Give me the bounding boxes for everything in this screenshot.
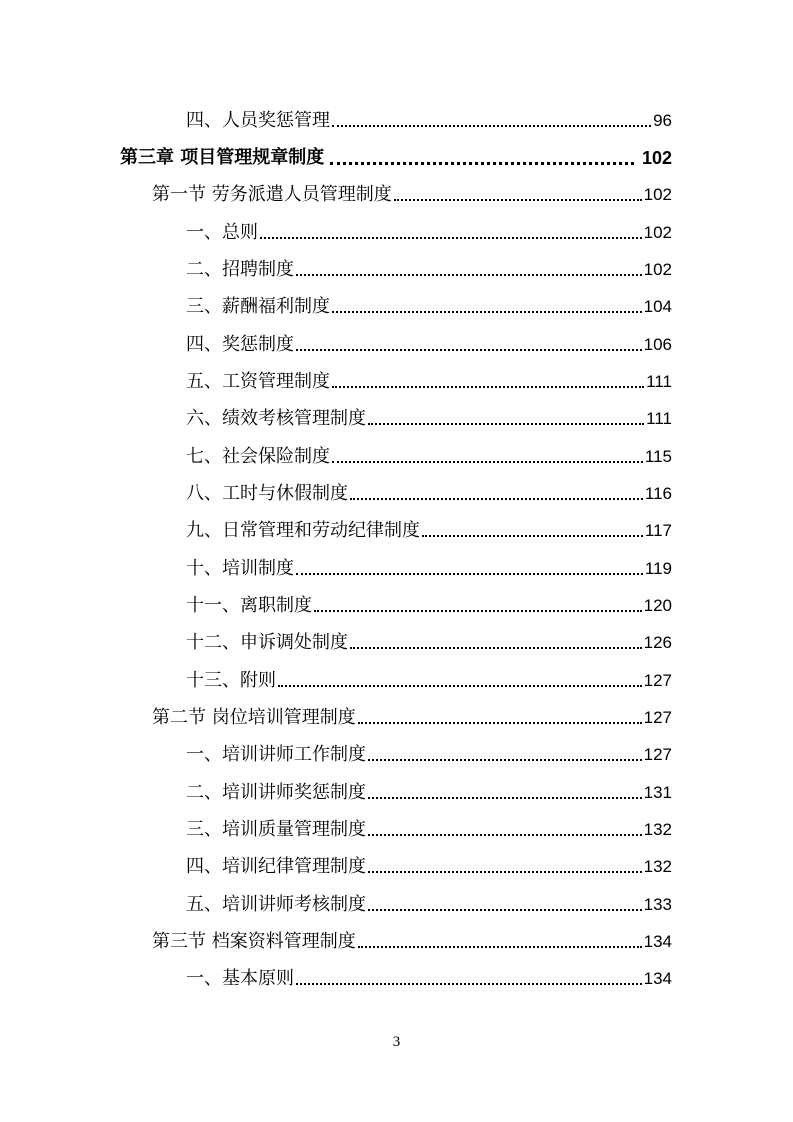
toc-dot-leader [368,871,642,873]
toc-entry-page: 102 [643,185,672,204]
toc-entry-page: 116 [644,484,672,503]
toc-dot-leader [358,946,642,948]
toc-entry-title: 一、培训讲师工作制度 [186,744,366,765]
toc-entry-title: 第三节 档案资料管理制度 [152,931,356,952]
toc-entry-page: 134 [643,932,672,951]
toc-dot-leader [368,834,642,836]
toc-dot-leader [350,498,643,500]
toc-entry[interactable] [186,964,672,990]
toc-dot-leader [332,125,651,127]
toc-entry-title: 四、人员奖惩管理 [186,110,330,131]
toc-entry[interactable] [186,218,672,244]
toc-entry-title: 五、工资管理制度 [186,371,330,392]
toc-entry[interactable] [186,516,672,542]
toc-entry[interactable] [186,106,672,132]
toc-entry[interactable] [186,852,672,878]
toc-entry-title: 六、绩效考核管理制度 [186,408,366,429]
toc-dot-leader [368,797,642,799]
toc-dot-leader [260,237,642,239]
toc-entry[interactable] [186,330,672,356]
toc-entry-title: 三、薪酬福利制度 [186,296,330,317]
toc-entry-title: 十二、申诉调处制度 [186,632,348,653]
toc-entry-title: 十一、离职制度 [186,595,312,616]
toc-entry-page: 111 [646,409,672,428]
toc-entry-page: 106 [643,335,672,354]
toc-dot-leader [368,909,642,911]
toc-dot-leader [296,983,642,985]
toc-entry-title: 八、工时与休假制度 [186,483,348,504]
toc-entry[interactable] [186,890,672,916]
toc-entry-page: 120 [643,596,672,615]
toc-entry-title: 第一节 劳务派遣人员管理制度 [152,184,392,205]
toc-entry-page: 111 [646,372,672,391]
toc-dot-leader [332,386,644,388]
toc-dot-leader [358,722,642,724]
toc-dot-leader [332,311,642,313]
toc-entry-title: 二、招聘制度 [186,259,294,280]
toc-entry-page: 127 [643,745,672,764]
toc-entry-page: 132 [643,857,672,876]
toc-entry[interactable] [186,778,672,804]
toc-dot-leader [422,535,643,537]
toc-entry-page: 127 [643,708,672,727]
toc-dot-leader [296,573,643,575]
toc-dot-leader [296,349,642,351]
toc-chapter-entry[interactable] [120,143,672,169]
toc-entry-page: 102 [641,148,672,168]
toc-dot-leader [330,162,634,165]
toc-entry[interactable] [186,367,672,393]
toc-entry-title: 一、基本原则 [186,968,294,989]
toc-entry-title: 三、培训质量管理制度 [186,819,366,840]
toc-entry-title: 第二节 岗位培训管理制度 [152,707,356,728]
toc-entry[interactable] [186,554,672,580]
page-number: 3 [392,1034,401,1050]
toc-entry-page: 119 [644,559,672,578]
toc-entry[interactable] [186,628,672,654]
toc-entry-title: 四、培训纪律管理制度 [186,856,366,877]
toc-entry-title: 七、社会保险制度 [186,446,330,467]
toc-entry-page: 133 [643,895,672,914]
toc-entry-page: 127 [643,671,672,690]
toc-dot-leader [296,274,642,276]
toc-dot-leader [314,610,642,612]
toc-entry-title: 十、培训制度 [186,558,294,579]
toc-entry-title: 五、培训讲师考核制度 [186,894,366,915]
toc-dot-leader [332,461,643,463]
toc-entry-page: 102 [643,260,672,279]
toc-entry-page: 132 [643,820,672,839]
toc-entry[interactable] [186,666,672,692]
toc-entry-title: 九、日常管理和劳动纪律制度 [186,520,420,541]
toc-entry-title: 十三、附则 [186,670,276,691]
toc-dot-leader [278,685,642,687]
toc-entry-page: 102 [643,223,672,242]
toc-entry-page: 104 [643,297,672,316]
toc-entry-title: 二、培训讲师奖惩制度 [186,782,366,803]
toc-entry-title: 四、奖惩制度 [186,334,294,355]
toc-entry[interactable] [186,442,672,468]
toc-dot-leader [368,759,642,761]
toc-entry-page: 117 [644,521,672,540]
toc-entry-page: 96 [653,111,672,130]
toc-section-entry[interactable] [152,703,672,729]
toc-entry[interactable] [186,292,672,318]
toc-entry[interactable] [186,255,672,281]
toc-section-entry[interactable] [152,927,672,953]
toc-entry[interactable] [186,404,672,430]
toc-entry[interactable] [186,740,672,766]
toc-entry-page: 126 [643,633,672,652]
toc-dot-leader [368,423,644,425]
toc-entry[interactable] [186,479,672,505]
toc-dot-leader [394,199,642,201]
toc-entry-page: 115 [644,447,672,466]
toc-section-entry[interactable] [152,180,672,206]
toc-entry-title: 第三章 项目管理规章制度 [120,147,325,168]
toc-entry-title: 一、总则 [186,222,258,243]
toc-entry[interactable] [186,591,672,617]
toc-dot-leader [350,647,642,649]
toc-entry[interactable] [186,815,672,841]
toc-entry-page: 131 [643,783,672,802]
toc-entry-page: 134 [643,969,672,988]
